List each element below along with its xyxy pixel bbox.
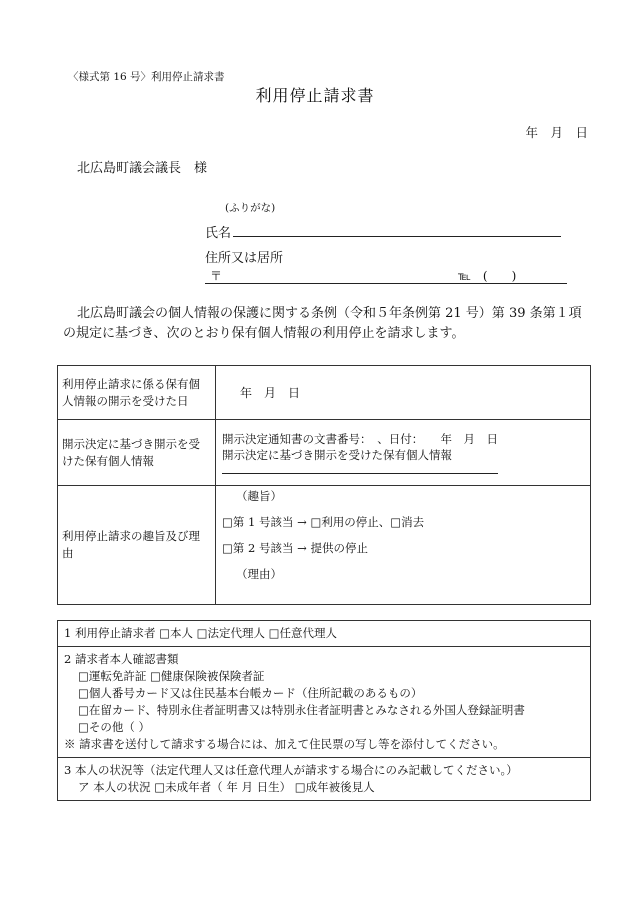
table-row — [58, 621, 591, 647]
purpose-heading: （趣旨） — [236, 489, 282, 503]
principal-status-section — [58, 758, 591, 801]
address-label: 住所又は居所 — [205, 251, 284, 266]
table-row — [58, 647, 591, 758]
name-field[interactable] — [233, 236, 561, 237]
intro-paragraph — [63, 304, 593, 344]
disclosed-info-label: 開示決定に基づき開示を受けた保有個人情報 — [58, 420, 216, 486]
id-option-c[interactable]: □在留カード、特別永住者証明書又は特別永住者証明書とみなされる外国人登録証明書 — [78, 703, 525, 717]
requester-type-row[interactable]: 1 利用停止請求者 □本人 □法定代理人 □任意代理人 — [58, 621, 591, 647]
form-number: 〈様式第 16 号〉利用停止請求書 — [68, 71, 225, 83]
id-documents-section — [58, 647, 591, 758]
disclosed-info-line: 開示決定に基づき開示を受けた保有個人情報 — [222, 448, 452, 462]
reason-heading: （理由） — [236, 567, 282, 581]
purpose-reason-field[interactable] — [216, 486, 591, 605]
table-row — [58, 758, 591, 801]
request-date[interactable]: 年 月 日 — [525, 125, 588, 140]
disclosure-date-label: 利用停止請求に係る保有個人情報の開示を受けた日 — [58, 366, 216, 420]
addressee: 北広島町議会議長 様 — [77, 161, 208, 176]
principal-status-option[interactable]: ア 本人の状況 □未成年者（ 年 月 日生） □成年被後見人 — [78, 780, 375, 794]
table-row — [58, 486, 591, 605]
document-title: 利用停止請求書 — [255, 86, 375, 105]
disclosure-date-field[interactable]: 年 月 日 — [216, 366, 591, 420]
id-documents-title: 2 請求者本人確認書類 — [64, 652, 179, 666]
id-note: ※ 請求書を送付して請求する場合には、加えて住民票の写し等を添付してください。 — [64, 737, 505, 751]
id-option-a[interactable]: □運転免許証 □健康保険被保険者証 — [78, 669, 265, 683]
disclosed-info-field[interactable] — [216, 420, 591, 486]
id-option-d[interactable]: □その他（ ） — [78, 720, 151, 734]
furigana-label: (ふりがな) — [225, 202, 276, 214]
tel-field[interactable]: ℡ ( ) — [458, 269, 517, 283]
intro-line-1: 北広島町議会の個人情報の保護に関する条例（令和５年条例第 21 号）第 39 条第１項 — [77, 306, 582, 321]
option-item-1[interactable]: □第 1 号該当 → □利用の停止、□消去 — [222, 515, 425, 529]
requester-info-table — [57, 620, 591, 801]
name-label: 氏名 — [205, 226, 232, 241]
intro-line-2: の規定に基づき、次のとおり保有個人情報の利用停止を請求します。 — [63, 326, 465, 341]
principal-status-title: 3 本人の状況等（法定代理人又は任意代理人が請求する場合にのみ記載してください。） — [64, 763, 518, 777]
table-row — [58, 420, 591, 486]
notice-number-line: 開示決定通知書の文書番号： 、日付： 年 月 日 — [222, 432, 498, 446]
option-item-2[interactable]: □第 2 号該当 → 提供の停止 — [222, 541, 368, 555]
id-option-b[interactable]: □個人番号カード又は住民基本台帳カード（住所記載のあるもの） — [78, 686, 423, 700]
purpose-reason-label: 利用停止請求の趣旨及び理由 — [58, 486, 216, 605]
request-details-table — [57, 365, 591, 605]
postal-mark: 〒 — [210, 269, 223, 283]
address-field[interactable] — [205, 283, 567, 284]
disclosed-info-underline[interactable] — [222, 473, 498, 474]
table-row — [58, 366, 591, 420]
